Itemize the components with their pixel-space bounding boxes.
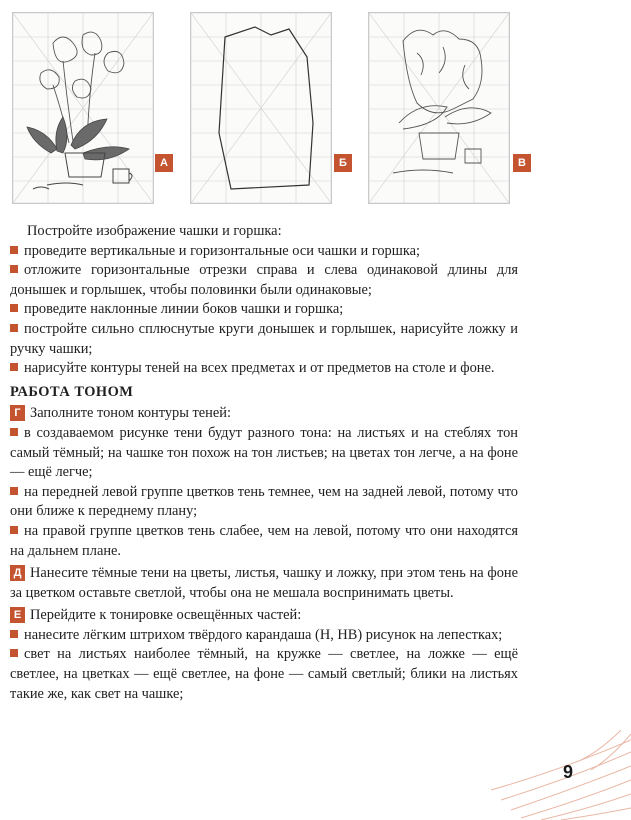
bullet-marker <box>10 526 18 534</box>
page-number: 9 <box>562 762 573 782</box>
step-letter-badge: Е <box>10 607 25 623</box>
figure-a-label: А <box>155 154 173 172</box>
bullet-item: на передней левой группе цветков тень темнее, чем на задней левой, потому что они ближе к переднему плану; <box>10 483 518 520</box>
bullet-marker <box>10 487 18 495</box>
step-g: Г Заполните тоном контуры теней: <box>10 404 518 424</box>
step-d: Д Нанесите тёмные тени на цветы, листья, чашку и ложку, при этом тень на фоне за цветком оставьте светлой, чтобы она не мешала воспринимать цветы. <box>10 565 518 601</box>
bullet-item: проведите вертикальные и горизонтальные оси чашки и горшка; <box>10 242 518 262</box>
figure-b-label: Б <box>334 154 352 172</box>
figure-c-label: В <box>513 154 531 172</box>
step-letter-badge: Г <box>10 405 25 421</box>
bullet-item: на правой группе цветков тень слабее, чем на левой, потому что они находятся на дальнем плане. <box>10 522 518 559</box>
step-letter-badge: Д <box>10 565 25 581</box>
figure-b <box>190 12 332 204</box>
figure-c <box>368 12 510 204</box>
bullet-item: нанесите лёгким штрихом твёрдого карандаша (Н, НВ) рисунок на лепестках; <box>10 626 518 646</box>
intro-paragraph: Постройте изображение чашки и горшка: <box>27 223 282 239</box>
bullet-item: в создаваемом рисунке тени будут разного тона: на листьях и на стеблях тон самый тёмный; на чашке тон похож на тон листьев; на цветах тон легче, а на фоне — ещё легче; <box>10 424 518 481</box>
bullet-marker <box>10 246 18 254</box>
section-heading: РАБОТА ТОНОМ <box>10 383 134 400</box>
instructions-text <box>10 222 518 704</box>
bullet-marker <box>10 363 18 371</box>
figure-b-drawing <box>191 13 331 203</box>
bullet-item: постройте сильно сплюснутые круги донышек и горлышек, нарисуйте ложку и ручку чашки; <box>10 320 518 357</box>
bullet-marker <box>10 265 18 273</box>
step-e: Е Перейдите к тонировке освещённых частей: <box>10 606 518 626</box>
bullet-item: отложите горизонтальные отрезки справа и слева одинаковой длины для донышек и горлышек, чтобы половинки были одинаковые; <box>10 262 518 298</box>
figure-c-drawing <box>369 13 509 203</box>
bullet-item: свет на листьях наиболее тёмный, на кружке — светлее, на ложке — ещё светлее, на цветках — ещё светлее, на фоне — самый светлый; блики на листьях такие же, как свет на чашке; <box>10 646 518 702</box>
bullet-marker <box>10 304 18 312</box>
bullet-marker <box>10 630 18 638</box>
bullet-item: нарисуйте контуры теней на всех предметах и от предметов на столе и фоне. <box>10 359 518 379</box>
bullet-item: проведите наклонные линии боков чашки и горшка; <box>10 300 518 320</box>
figure-a <box>12 12 154 204</box>
bullet-marker <box>10 428 18 436</box>
bullet-marker <box>10 324 18 332</box>
corner-decoration <box>481 730 631 820</box>
bullet-marker <box>10 649 18 657</box>
figure-a-drawing <box>13 13 153 203</box>
